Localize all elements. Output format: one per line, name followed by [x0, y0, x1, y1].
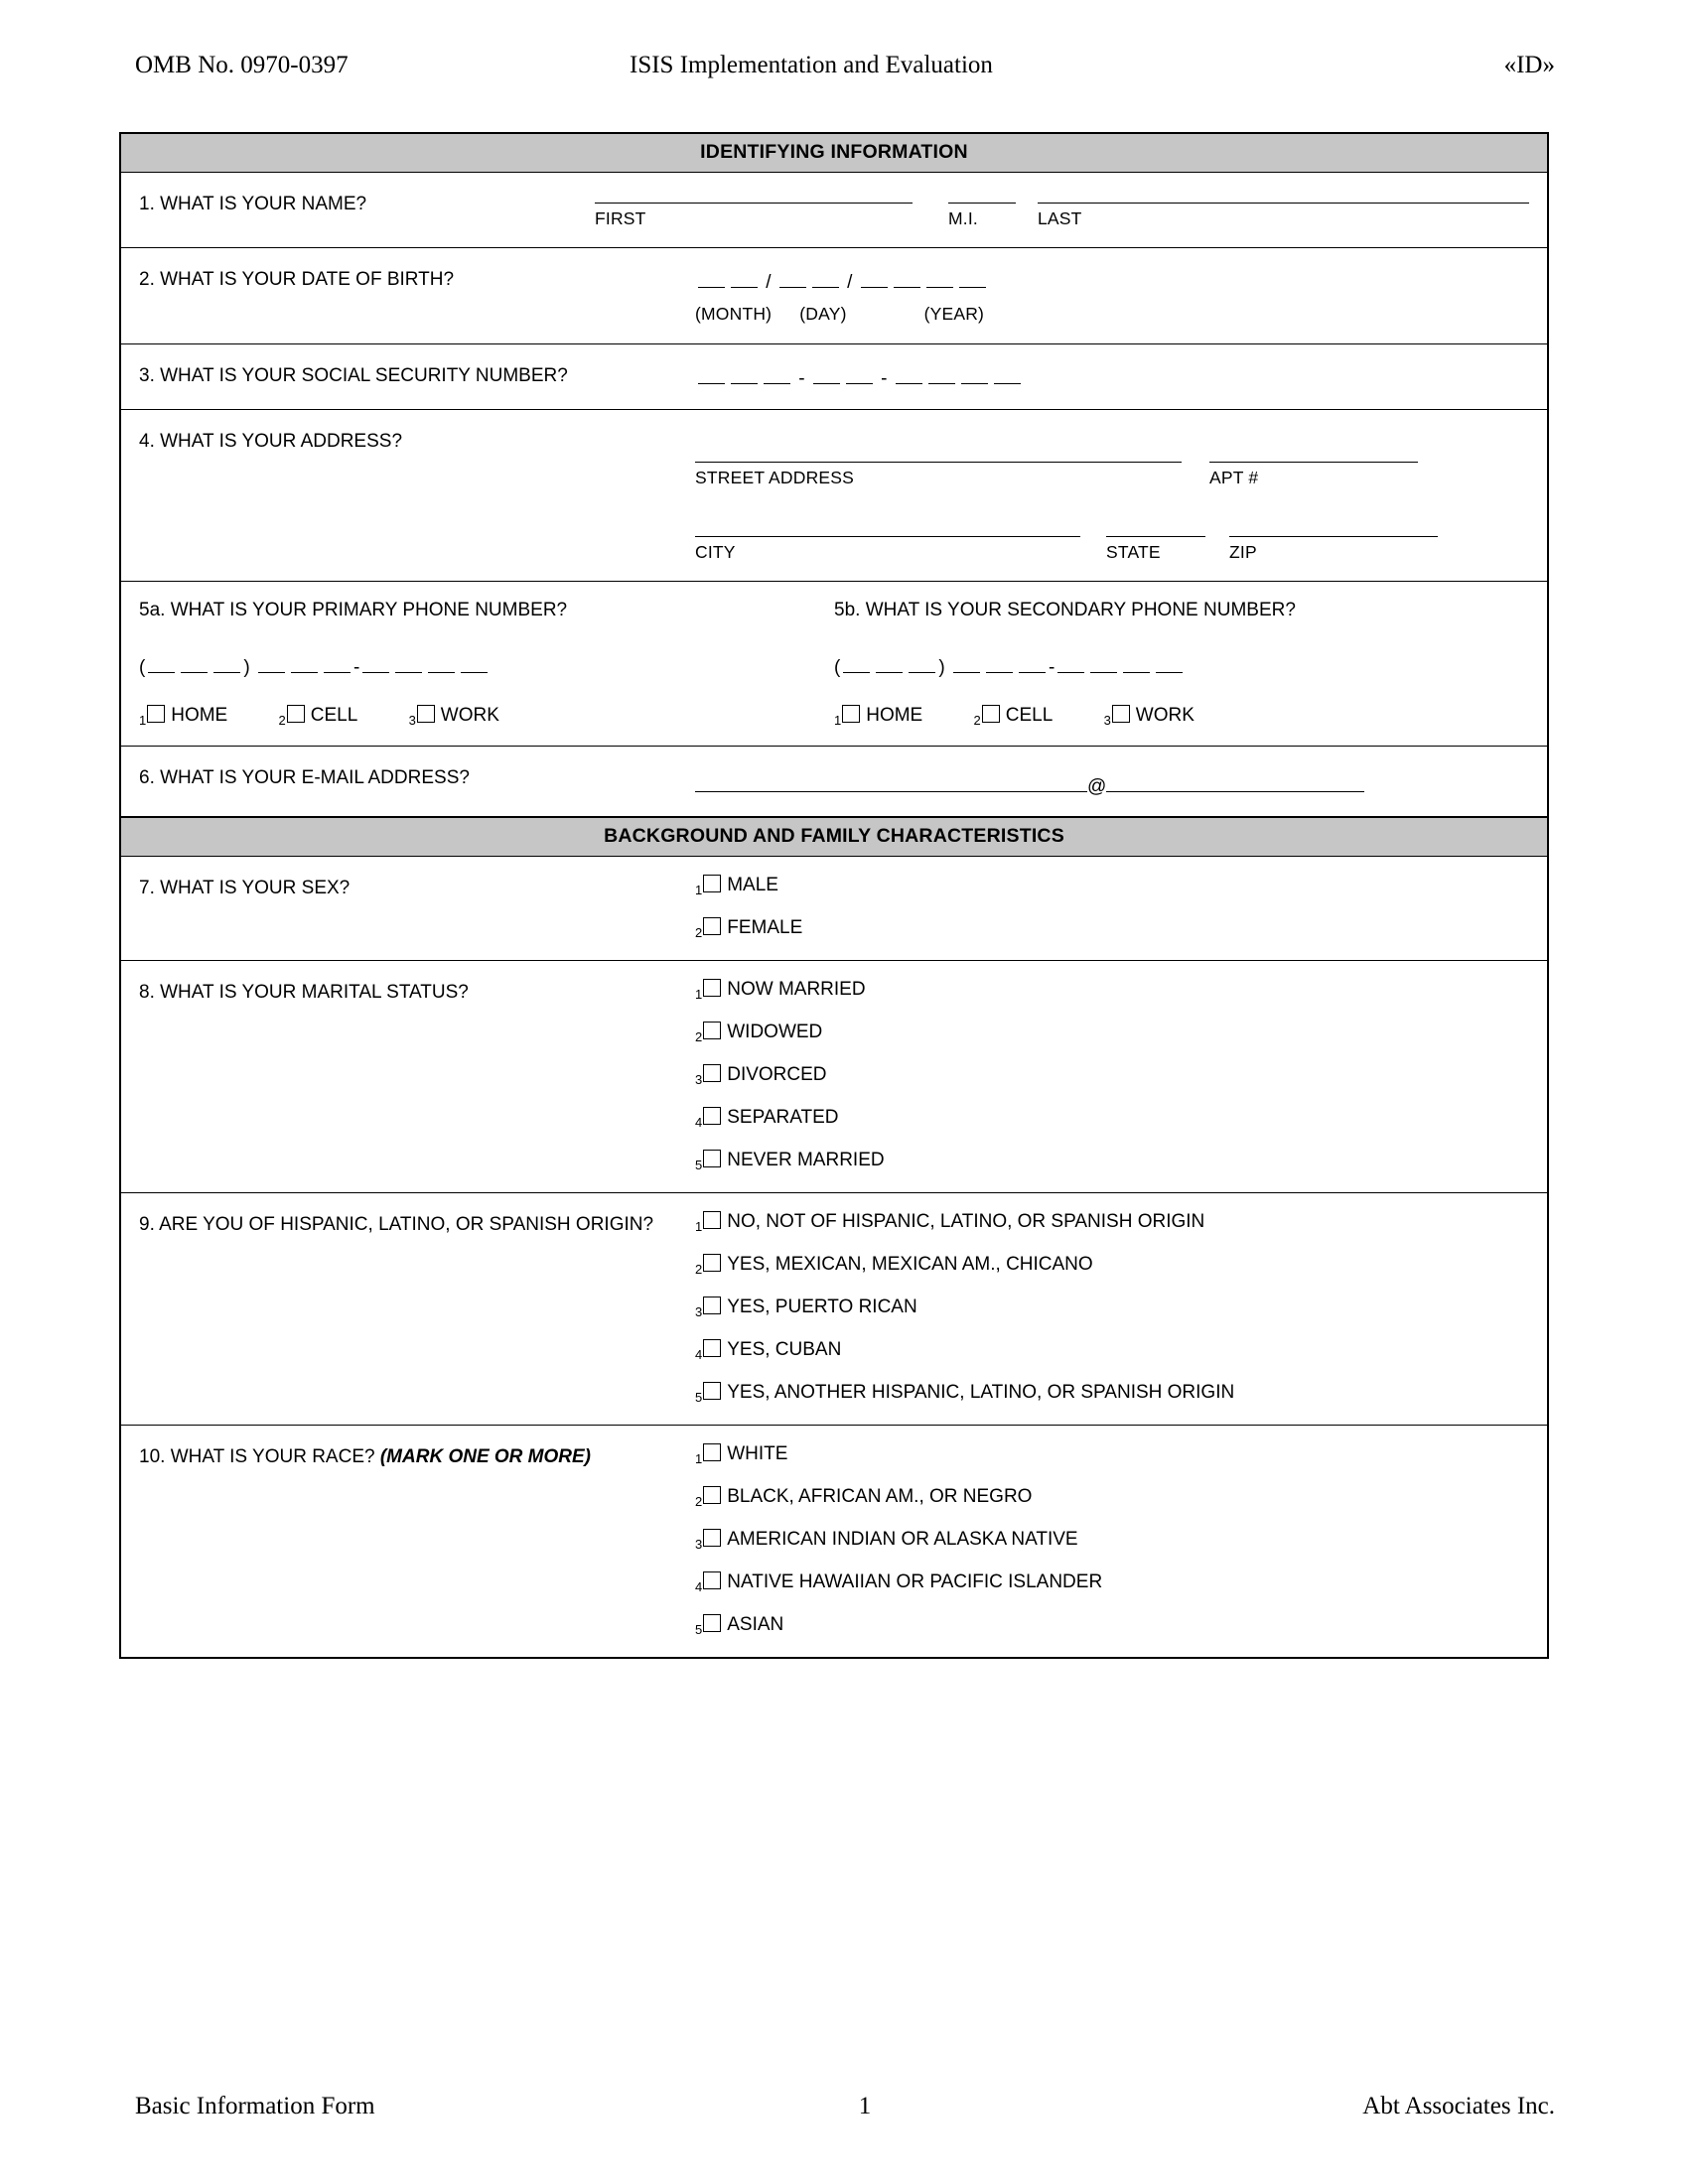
- race-option-white-label: WHITE: [727, 1442, 788, 1464]
- primary-prefix-digit-1[interactable]: [258, 672, 285, 673]
- marital-option-divorced[interactable]: $_3$ DIVORCED: [695, 1063, 827, 1087]
- document-title: ISIS Implementation and Evaluation: [630, 52, 993, 78]
- secondary-area-digit-3[interactable]: [909, 672, 935, 673]
- checkbox-icon[interactable]: [842, 705, 860, 723]
- race-option-black[interactable]: $_2$ BLACK, AFRICAN AM., OR NEGRO: [695, 1485, 1033, 1509]
- marital-option-never-married[interactable]: $_5$ NEVER MARRIED: [695, 1149, 885, 1172]
- email-at-symbol: @: [1087, 775, 1107, 797]
- checkbox-icon[interactable]: [703, 917, 721, 935]
- secondary-line-digit-4[interactable]: [1156, 672, 1183, 673]
- middle-initial-input[interactable]: [948, 203, 1016, 204]
- question-row-phone-numbers: [121, 582, 1547, 747]
- dob-day-digit-1[interactable]: [779, 287, 806, 288]
- dob-year-digit-4[interactable]: [959, 287, 986, 288]
- checkbox-icon[interactable]: [982, 705, 1000, 723]
- question-row-hispanic-origin: [121, 1193, 1547, 1426]
- primary-line-digit-1[interactable]: [362, 672, 389, 673]
- hispanic-option-another-label: YES, ANOTHER HISPANIC, LATINO, OR SPANISH ORIGIN: [727, 1381, 1235, 1403]
- primary-area-digit-3[interactable]: [213, 672, 240, 673]
- dob-day-digit-2[interactable]: [812, 287, 839, 288]
- primary-area-digit-1[interactable]: [148, 672, 175, 673]
- race-option-asian[interactable]: $_5$ ASIAN: [695, 1613, 784, 1637]
- checkbox-icon[interactable]: [703, 1107, 721, 1125]
- race-option-native-hawaiian-label: NATIVE HAWAIIAN OR PACIFIC ISLANDER: [727, 1570, 1103, 1592]
- question-7-label: 7. WHAT IS YOUR SEX?: [139, 877, 351, 898]
- street-address-input[interactable]: [695, 462, 1182, 463]
- marital-option-never-married-label: NEVER MARRIED: [727, 1149, 885, 1170]
- caption-zip: ZIP: [1229, 541, 1257, 562]
- secondary-area-digit-2[interactable]: [876, 672, 903, 673]
- checkbox-icon[interactable]: [703, 1297, 721, 1314]
- question-2-label: 2. WHAT IS YOUR DATE OF BIRTH?: [139, 269, 455, 290]
- marital-option-separated[interactable]: $_4$ SEPARATED: [695, 1106, 839, 1130]
- caption-city: CITY: [695, 541, 736, 562]
- ssn-digit-3[interactable]: [764, 383, 790, 384]
- id-placeholder: «ID»: [1503, 52, 1555, 78]
- marital-option-widowed-label: WIDOWED: [727, 1021, 823, 1042]
- question-4-label: 4. WHAT IS YOUR ADDRESS?: [139, 430, 403, 452]
- checkbox-icon[interactable]: [703, 979, 721, 997]
- secondary-line-digit-1[interactable]: [1057, 672, 1084, 673]
- checkbox-icon[interactable]: [703, 1254, 721, 1272]
- hispanic-option-cuban[interactable]: $_4$ YES, CUBAN: [695, 1338, 842, 1362]
- question-3-label: 3. WHAT IS YOUR SOCIAL SECURITY NUMBER?: [139, 365, 568, 386]
- section-header-background-family: BACKGROUND AND FAMILY CHARACTERISTICS: [121, 817, 1547, 857]
- hispanic-option-no[interactable]: $_1$ NO, NOT OF HISPANIC, LATINO, OR SPANISH ORIGIN: [695, 1210, 1205, 1234]
- race-option-native-hawaiian[interactable]: $_4$ NATIVE HAWAIIAN OR PACIFIC ISLANDER: [695, 1570, 1103, 1594]
- dob-separator-2: /: [847, 272, 853, 293]
- checkbox-icon[interactable]: [703, 875, 721, 892]
- question-6-answer: [687, 747, 1547, 816]
- dob-year-digit-1[interactable]: [861, 287, 888, 288]
- caption-apt: APT #: [1209, 467, 1259, 487]
- checkbox-icon[interactable]: [703, 1443, 721, 1461]
- question-row-sex: [121, 857, 1547, 961]
- ssn-dash-2: -: [881, 368, 888, 389]
- secondary-phone-block: 5b. WHAT IS YOUR SECONDARY PHONE NUMBER? ( ) - $_1$ HOME $_2$ CELL $_3$ WORK: [834, 600, 1529, 728]
- checkbox-icon[interactable]: [703, 1614, 721, 1632]
- primary-phone-option-home[interactable]: $_1$ HOME: [139, 704, 228, 728]
- checkbox-icon[interactable]: [703, 1486, 721, 1504]
- question-5-answer: [121, 582, 1547, 746]
- ssn-digit-6[interactable]: [896, 383, 922, 384]
- document-footer: [135, 2093, 1555, 2120]
- question-row-email: [121, 747, 1547, 817]
- secondary-prefix-digit-3[interactable]: [1019, 672, 1046, 673]
- question-9-label: 9. ARE YOU OF HISPANIC, LATINO, OR SPANISH ORIGIN?: [139, 1213, 654, 1235]
- section-header-identifying-information: IDENTIFYING INFORMATION: [121, 134, 1547, 173]
- question-row-ssn: [121, 344, 1547, 410]
- secondary-line-digit-3[interactable]: [1123, 672, 1150, 673]
- question-2-answer: [687, 248, 1547, 343]
- race-option-asian-label: ASIAN: [727, 1613, 784, 1635]
- ssn-digit-2[interactable]: [731, 383, 758, 384]
- checkbox-icon[interactable]: [703, 1571, 721, 1589]
- secondary-phone-option-work-label: WORK: [1135, 704, 1195, 726]
- secondary-phone-option-cell-label: CELL: [1005, 704, 1054, 726]
- zip-input[interactable]: [1229, 536, 1438, 537]
- document-header: [135, 52, 1555, 79]
- question-4-answer: [687, 410, 1547, 581]
- caption-street-address: STREET ADDRESS: [695, 467, 855, 487]
- hispanic-option-puerto-rican[interactable]: $_3$ YES, PUERTO RICAN: [695, 1296, 917, 1319]
- secondary-prefix-digit-1[interactable]: [953, 672, 980, 673]
- secondary-phone-option-cell[interactable]: $_2$ CELL: [973, 704, 1054, 728]
- checkbox-icon[interactable]: [703, 1022, 721, 1039]
- question-10-label: [121, 1426, 687, 1657]
- hispanic-option-mexican-label: YES, MEXICAN, MEXICAN AM., CHICANO: [727, 1253, 1093, 1275]
- checkbox-icon[interactable]: [287, 705, 305, 723]
- question-10-text: 10. WHAT IS YOUR RACE?: [139, 1445, 375, 1467]
- dob-separator-1: /: [766, 272, 772, 293]
- race-option-white[interactable]: $_1$ WHITE: [695, 1442, 788, 1466]
- primary-line-digit-2[interactable]: [395, 672, 422, 673]
- primary-line-digit-4[interactable]: [461, 672, 488, 673]
- caption-state: STATE: [1106, 541, 1161, 562]
- ssn-digit-9[interactable]: [994, 383, 1021, 384]
- checkbox-icon[interactable]: [703, 1150, 721, 1167]
- question-row-race: [121, 1426, 1547, 1657]
- race-option-black-label: BLACK, AFRICAN AM., OR NEGRO: [727, 1485, 1033, 1507]
- secondary-phone-option-work[interactable]: $_3$ WORK: [1103, 704, 1195, 728]
- caption-year: (YEAR): [923, 304, 985, 324]
- footer-page-number: 1: [858, 2093, 872, 2119]
- question-5b-label: 5b. WHAT IS YOUR SECONDARY PHONE NUMBER?: [834, 599, 1296, 620]
- question-8-answer: [687, 961, 1547, 1192]
- hispanic-option-no-label: NO, NOT OF HISPANIC, LATINO, OR SPANISH ORIGIN: [727, 1210, 1205, 1232]
- secondary-phone-option-home[interactable]: $_1$ HOME: [834, 704, 923, 728]
- primary-phone-block: 5a. WHAT IS YOUR PRIMARY PHONE NUMBER? ( ) - $_1$ HOME $_2$ CELL $_3$ WORK: [139, 600, 834, 728]
- ssn-digit-1[interactable]: [698, 383, 725, 384]
- checkbox-icon[interactable]: [703, 1382, 721, 1400]
- sex-option-female-label: FEMALE: [727, 916, 803, 938]
- hispanic-option-mexican[interactable]: $_2$ YES, MEXICAN, MEXICAN AM., CHICANO: [695, 1253, 1093, 1277]
- hispanic-option-another[interactable]: $_5$ YES, ANOTHER HISPANIC, LATINO, OR SPANISH ORIGIN: [695, 1381, 1235, 1405]
- marital-option-now-married-label: NOW MARRIED: [727, 978, 866, 1000]
- primary-phone-option-cell[interactable]: $_2$ CELL: [278, 704, 358, 728]
- race-option-american-indian-label: AMERICAN INDIAN OR ALASKA NATIVE: [727, 1528, 1078, 1550]
- ssn-digit-4[interactable]: [813, 383, 840, 384]
- primary-area-digit-2[interactable]: [181, 672, 208, 673]
- secondary-area-digit-1[interactable]: [843, 672, 870, 673]
- email-domain-input[interactable]: [1106, 791, 1364, 792]
- question-row-address: [121, 410, 1547, 582]
- race-option-american-indian[interactable]: $_3$ AMERICAN INDIAN OR ALASKA NATIVE: [695, 1528, 1078, 1552]
- caption-first: FIRST: [595, 208, 646, 228]
- dob-month-digit-1[interactable]: [698, 287, 725, 288]
- question-row-marital-status: [121, 961, 1547, 1193]
- primary-phone-option-cell-label: CELL: [310, 704, 358, 726]
- sex-option-female[interactable]: $_2$ FEMALE: [695, 916, 803, 940]
- first-name-input[interactable]: [595, 203, 913, 204]
- caption-mi: M.I.: [948, 208, 978, 228]
- dob-year-digit-3[interactable]: [926, 287, 953, 288]
- hispanic-option-puerto-rican-label: YES, PUERTO RICAN: [727, 1296, 917, 1317]
- checkbox-icon[interactable]: [703, 1211, 721, 1229]
- marital-option-widowed[interactable]: $_2$ WIDOWED: [695, 1021, 823, 1044]
- question-1-label: 1. WHAT IS YOUR NAME?: [139, 194, 367, 214]
- checkbox-icon[interactable]: [703, 1529, 721, 1547]
- question-6-label: 6. WHAT IS YOUR E-MAIL ADDRESS?: [139, 766, 470, 788]
- question-3-answer: [687, 344, 1547, 409]
- ssn-digit-5[interactable]: [846, 383, 873, 384]
- caption-month: (MONTH): [695, 304, 773, 324]
- marital-option-now-married[interactable]: $_1$ NOW MARRIED: [695, 978, 866, 1002]
- last-name-input[interactable]: [1038, 203, 1529, 204]
- sex-option-male-label: MALE: [727, 874, 778, 895]
- omb-number: OMB No. 0970-0397: [135, 52, 349, 78]
- primary-prefix-digit-3[interactable]: [324, 672, 351, 673]
- primary-phone-option-work[interactable]: $_3$ WORK: [408, 704, 499, 728]
- checkbox-icon[interactable]: [1112, 705, 1130, 723]
- marital-option-separated-label: SEPARATED: [727, 1106, 839, 1128]
- footer-organization: Abt Associates Inc.: [1362, 2093, 1555, 2119]
- hispanic-option-cuban-label: YES, CUBAN: [727, 1338, 842, 1360]
- question-5a-label: 5a. WHAT IS YOUR PRIMARY PHONE NUMBER?: [139, 599, 568, 620]
- checkbox-icon[interactable]: [147, 705, 165, 723]
- primary-phone-option-work-label: WORK: [440, 704, 499, 726]
- dob-year-digit-2[interactable]: [894, 287, 920, 288]
- question-9-answer: [687, 1193, 1547, 1425]
- question-1-answer: [587, 173, 1547, 247]
- question-10-instruction: (MARK ONE OR MORE): [379, 1445, 592, 1467]
- checkbox-icon[interactable]: [703, 1339, 721, 1357]
- secondary-line-digit-2[interactable]: [1090, 672, 1117, 673]
- question-row-date-of-birth: [121, 248, 1547, 344]
- state-input[interactable]: [1106, 536, 1205, 537]
- secondary-phone-option-home-label: HOME: [866, 704, 923, 726]
- checkbox-icon[interactable]: [417, 705, 435, 723]
- ssn-digit-8[interactable]: [961, 383, 988, 384]
- sex-option-male[interactable]: $_1$ MALE: [695, 874, 778, 897]
- checkbox-icon[interactable]: [703, 1064, 721, 1082]
- ssn-dash-1: -: [798, 368, 805, 389]
- caption-last: LAST: [1038, 208, 1082, 228]
- form-table: [119, 132, 1549, 1659]
- secondary-prefix-digit-2[interactable]: [986, 672, 1013, 673]
- question-8-label: 8. WHAT IS YOUR MARITAL STATUS?: [139, 981, 469, 1003]
- footer-form-name: Basic Information Form: [135, 2093, 375, 2119]
- caption-day: (DAY): [799, 304, 847, 324]
- email-local-input[interactable]: [695, 791, 1087, 792]
- primary-line-digit-3[interactable]: [428, 672, 455, 673]
- city-input[interactable]: [695, 536, 1080, 537]
- question-7-answer: [687, 857, 1547, 960]
- question-10-answer: [687, 1426, 1547, 1657]
- question-row-name: [121, 173, 1547, 248]
- primary-prefix-digit-2[interactable]: [291, 672, 318, 673]
- ssn-digit-7[interactable]: [928, 383, 955, 384]
- dob-month-digit-2[interactable]: [731, 287, 758, 288]
- apt-number-input[interactable]: [1209, 462, 1418, 463]
- primary-phone-option-home-label: HOME: [171, 704, 228, 726]
- marital-option-divorced-label: DIVORCED: [727, 1063, 827, 1085]
